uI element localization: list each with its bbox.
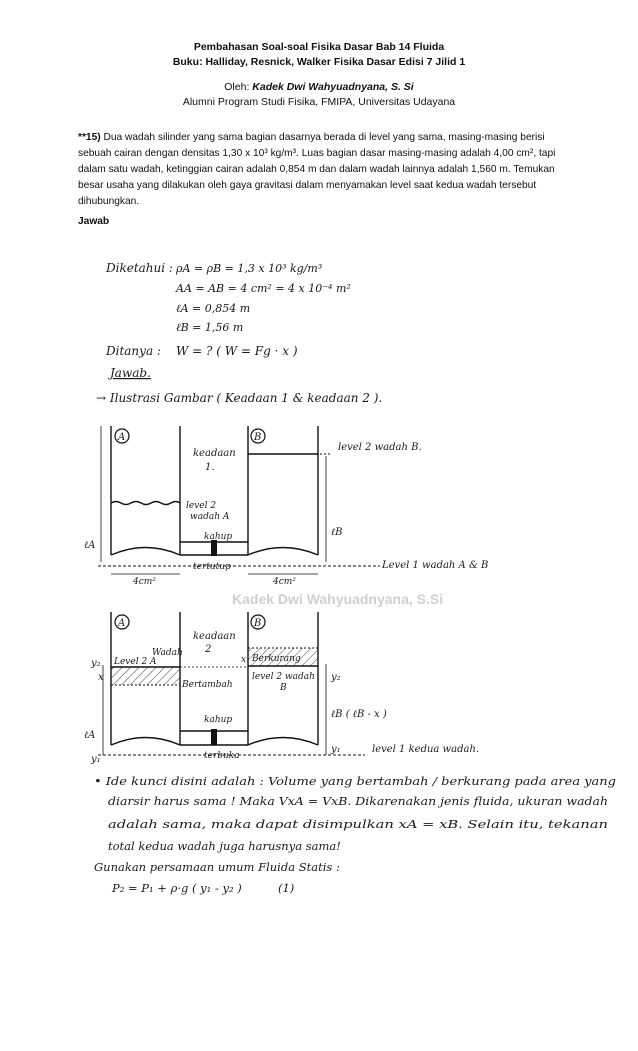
- d1-area-a: 4cm²: [133, 577, 156, 587]
- d1-area-b: 4cm²: [273, 577, 296, 587]
- ide-kunci-line-1: • Ide kunci disini adalah : Volume yang bertambah / berkurang pada area yang: [94, 774, 616, 788]
- author-prefix: Oleh:: [224, 81, 253, 93]
- d1-level1: Level 1 wadah A & B: [382, 560, 489, 571]
- ditanya-value: W = ? ( W = Fg · x ): [176, 344, 298, 358]
- watermark-text: Kadek Dwi Wahyuadnyana, S.Si: [232, 591, 444, 607]
- jawab-handwritten: Jawab.: [110, 366, 151, 380]
- answer-label: Jawab: [78, 216, 110, 227]
- ide-kunci-line-3: adalah sama, maka dapat disimpulkan xA = xB. Selain itu, tekanan: [108, 817, 608, 831]
- d2-label-la: ℓA: [84, 730, 96, 741]
- d2-y2-left: y₂: [91, 658, 101, 669]
- d2-y2-right: y₂: [331, 672, 341, 683]
- d1-keran: kahup: [204, 532, 233, 542]
- author-affiliation: Alumni Program Studi Fisika, FMIPA, Universitas Udayana: [182, 96, 456, 108]
- d2-level2-a-line2: Level 2 A: [114, 657, 157, 667]
- d2-y1-left: y₁: [91, 754, 101, 765]
- ditanya-label: Ditanya :: [106, 344, 161, 358]
- equation-1: P₂ = P₁ + ρ·g ( y₁ - y₂ ): [112, 881, 242, 895]
- d2-level2-b-line2: B: [280, 683, 287, 693]
- d2-label-lb: ℓB ( ℓB - x ): [331, 709, 387, 720]
- d2-berkurang: Berkurang: [252, 654, 301, 664]
- d1-keadaan-num: 1.: [205, 462, 215, 473]
- author-name: Kadek Dwi Wahyuadnyana, S. Si: [252, 81, 414, 93]
- book-reference: Buku: Halliday, Resnick, Walker Fisika Dasar Edisi 7 Jilid 1: [172, 56, 466, 68]
- d2-terbuka: terbuka: [204, 751, 240, 761]
- d1-level2-a-line2: wadah A: [190, 512, 230, 522]
- d1-circle-a: A: [118, 432, 126, 443]
- d2-keran: kahup: [204, 715, 233, 725]
- d1-tertutup: tertutup: [193, 562, 231, 572]
- equation-number: (1): [278, 881, 295, 895]
- document-title: Pembahasan Soal-soal Fisika Dasar Bab 14 Fluida: [193, 41, 445, 53]
- d2-x-left: x: [98, 672, 104, 683]
- diketahui-height-a: ℓA = 0,854 m: [176, 302, 251, 315]
- d2-bertambah: Bertambah: [182, 680, 233, 690]
- d2-keadaan-num: 2: [205, 644, 212, 655]
- diketahui-height-b: ℓB = 1,56 m: [176, 321, 244, 334]
- d1-keadaan: keadaan: [193, 448, 236, 459]
- d2-x-mid: x: [241, 655, 247, 665]
- d2-y1-right: y₁: [331, 744, 341, 755]
- d2-circle-b: B: [254, 618, 262, 629]
- d2-level1: level 1 kedua wadah.: [372, 744, 480, 755]
- d1-level2-a-line1: level 2: [186, 501, 217, 511]
- d1-label-lb: ℓB: [331, 527, 343, 538]
- ide-kunci-line-4: total kedua wadah juga harusnya sama!: [108, 839, 341, 853]
- diketahui-label: Diketahui :: [106, 261, 173, 275]
- d2-level2-a-line1: Wadah: [152, 648, 183, 658]
- d2-level2-b-line1: level 2 wadah: [252, 672, 315, 682]
- gunakan-persamaan: Gunakan persamaan umum Fluida Statis :: [94, 860, 340, 874]
- ide-kunci-line-2: diarsir harus sama ! Maka VxA = VxB. Dikarenakan jenis fluida, ukuran wadah: [108, 794, 608, 808]
- ilustrasi-heading: → Ilustrasi Gambar ( Keadaan 1 & keadaan 2 ).: [96, 391, 383, 405]
- diagram-state-1: [84, 426, 488, 587]
- d1-label-la: ℓA: [84, 540, 96, 551]
- d1-circle-b: B: [254, 432, 262, 443]
- d1-level2-b: level 2 wadah B.: [338, 442, 422, 453]
- diagram-state-2: [84, 612, 479, 765]
- d2-keadaan: keadaan: [193, 631, 236, 642]
- diketahui-density: ρA = ρB = 1,3 x 10³ kg/m³: [176, 262, 323, 275]
- problem-text: Dua wadah silinder yang sama bagian dasarnya berada di level yang sama, masing-masing berisi sebuah cairan dengan densitas 1,30 x 10³ kg/m³. Luas bagian dasar masing-masing adalah 4,00 cm², tapi dalam satu wadah, ketinggian cairan adalah 0,854 m dan dalam wadah lainnya adalah 1,560 m. Temukan besar usaha yang dilakukan oleh gaya gravitasi dalam menyamakan level saat kedua wadah tersebut dihubungkan.: [78, 132, 556, 207]
- problem-number: **15): [78, 132, 101, 143]
- diketahui-area: AA = AB = 4 cm² = 4 x 10⁻⁴ m²: [176, 282, 351, 295]
- d2-circle-a: A: [118, 618, 126, 629]
